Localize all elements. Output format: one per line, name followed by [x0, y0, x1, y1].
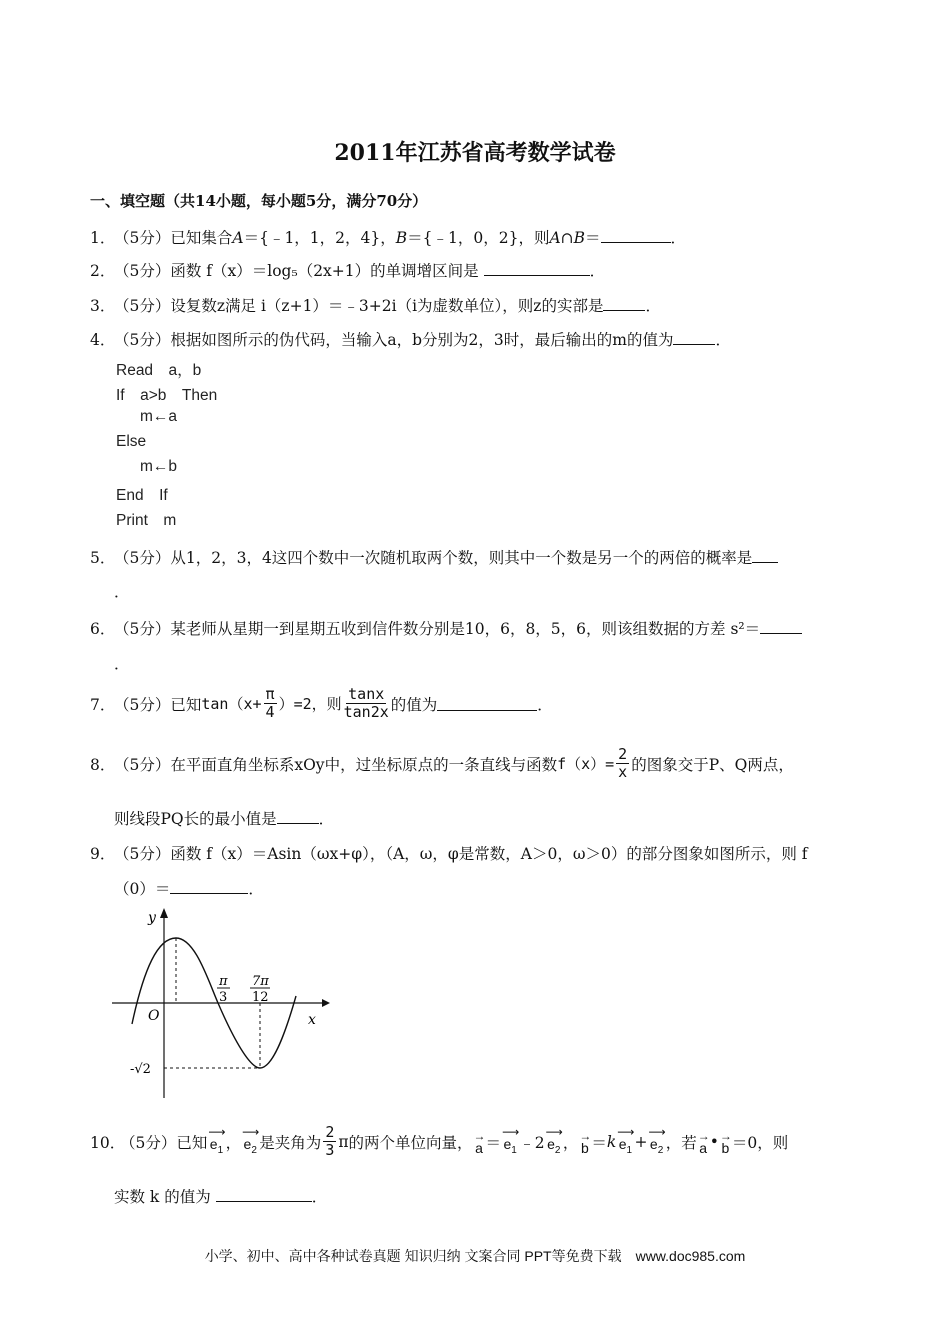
- tick-pi3-top: π: [219, 974, 228, 989]
- code-line-1: Read a，b: [116, 362, 202, 379]
- question-9-line2: （0）＝ ．: [114, 880, 264, 898]
- code-line-3: m←a: [140, 408, 178, 425]
- tan-ratio: $\frac{\tan x}{\tan 2x}$: [343, 685, 389, 721]
- two-over-x: $\frac{2}{x}$: [618, 745, 628, 781]
- question-8: 8． （5分）在平面直角坐标系xOy中，过坐标原点的一条直线与函数 f（x）= $\frac{2}{x}$ 的图象交于P、Q两点，: [90, 745, 794, 781]
- question-10: 10． （5分）已知 ⟶ $e_1$ ， ⟶ $e_2$ 是夹角为 $\frac{2}{3}$ π 的两个单位向量， → a ＝ ⟶ $e_1$ ﹣2 ⟶ $e_2$ ， → b ＝ k ⟶ $e_1$ + ⟶ $e_2$ ，若 → a • → b ＝0，则: [90, 1123, 789, 1159]
- tick-7pi12-top: 7π: [252, 974, 269, 989]
- question-5: 5．（5分）从1，2，3，4这四个数中一次随机取两个数，则其中一个数是另一个的两倍的概率是: [90, 546, 778, 568]
- question-6-end: ．: [114, 655, 130, 673]
- question-7: 7． （5分）已知 tan（x+ $\frac{\pi}{4}$ ）=2，则 $\frac{\tan x}{\tan 2x}$ 的值为 ．: [90, 685, 553, 721]
- question-6: 6．（5分）某老师从星期一到星期五收到信件数分别是10，6，8，5，6，则该组数据的方差 s²＝: [90, 617, 802, 639]
- vector-b: → b: [719, 1128, 731, 1156]
- answer-blank: [673, 330, 715, 345]
- vector-e1: ⟶ $e_1$: [502, 1125, 519, 1156]
- vector-e2: ⟶ $e_2$: [648, 1125, 665, 1156]
- vector-e1: ⟶ $e_1$: [617, 1125, 634, 1156]
- question-2: 2．（5分）函数 f（x）＝log₅（2x+1）的单调增区间是 ．: [90, 262, 606, 280]
- two-thirds: $\frac{2}{3}$: [325, 1123, 335, 1159]
- min-value-label: -√2: [130, 1062, 151, 1077]
- question-1: 1．（5分）已知集合A＝{﹣1，1，2，4}，B＝{﹣1，0，2}，则A∩B＝ ．: [90, 229, 687, 247]
- answer-blank: [277, 809, 319, 824]
- x-label: x: [308, 1012, 316, 1028]
- vector-a: → a: [697, 1128, 709, 1156]
- answer-blank: [216, 1187, 312, 1202]
- x-axis-arrow: [322, 999, 330, 1007]
- question-5-end: ．: [114, 583, 130, 601]
- vector-b: → b: [579, 1128, 591, 1156]
- answer-blank: [752, 548, 778, 563]
- answer-blank: [760, 619, 802, 634]
- code-line-7: Print m: [116, 512, 177, 529]
- vector-e2: ⟶ $e_2$: [242, 1125, 259, 1156]
- question-4: 4．（5分）根据如图所示的伪代码，当输入a，b分别为2，3时，最后输出的m的值为 ．: [90, 331, 731, 349]
- question-3: 3．（5分）设复数z满足 i（z+1）＝﹣3+2i（i为虚数单位），则z的实部是 ．: [90, 297, 661, 315]
- origin-label: O: [148, 1008, 160, 1024]
- code-line-4: Else: [116, 433, 147, 450]
- answer-blank: [601, 228, 671, 243]
- vector-e1: ⟶ $e_1$: [208, 1125, 225, 1156]
- pi-over-4: $\frac{\pi}{4}$: [265, 685, 275, 721]
- footer-text: 小学、初中、高中各种试卷真题 知识归纳 文案合同 PPT等免费下载 www.doc985.com: [204, 1248, 746, 1264]
- vector-a: → a: [473, 1128, 485, 1156]
- sine-graph: [100, 900, 335, 1100]
- tick-7pi12-bottom: 12: [252, 990, 269, 1005]
- answer-blank: [484, 261, 590, 276]
- code-line-6: End If: [116, 487, 168, 504]
- page-title: 2011年江苏省高考数学试卷: [334, 140, 616, 166]
- answer-blank: [437, 696, 537, 711]
- question-10-line2: 实数 k 的值为 ．: [114, 1188, 328, 1206]
- y-label: y: [148, 910, 156, 926]
- section-heading: 一、填空题（共14小题，每小题5分，满分70分）: [90, 192, 428, 210]
- answer-blank: [170, 879, 248, 894]
- code-line-5: m←b: [140, 458, 178, 475]
- vector-e2: ⟶ $e_2$: [545, 1125, 562, 1156]
- code-line-2: If a>b Then: [116, 387, 218, 404]
- question-8-line2: 则线段PQ长的最小值是 ．: [114, 810, 335, 828]
- answer-blank: [603, 296, 645, 311]
- question-9: 9．（5分）函数 f（x）＝Asin（ωx+φ），（A，ω，φ是常数，A＞0，ω＞0）的部分图象如图所示，则 f: [90, 845, 808, 863]
- y-axis-arrow: [160, 908, 168, 918]
- tick-pi3-bottom: 3: [219, 990, 228, 1005]
